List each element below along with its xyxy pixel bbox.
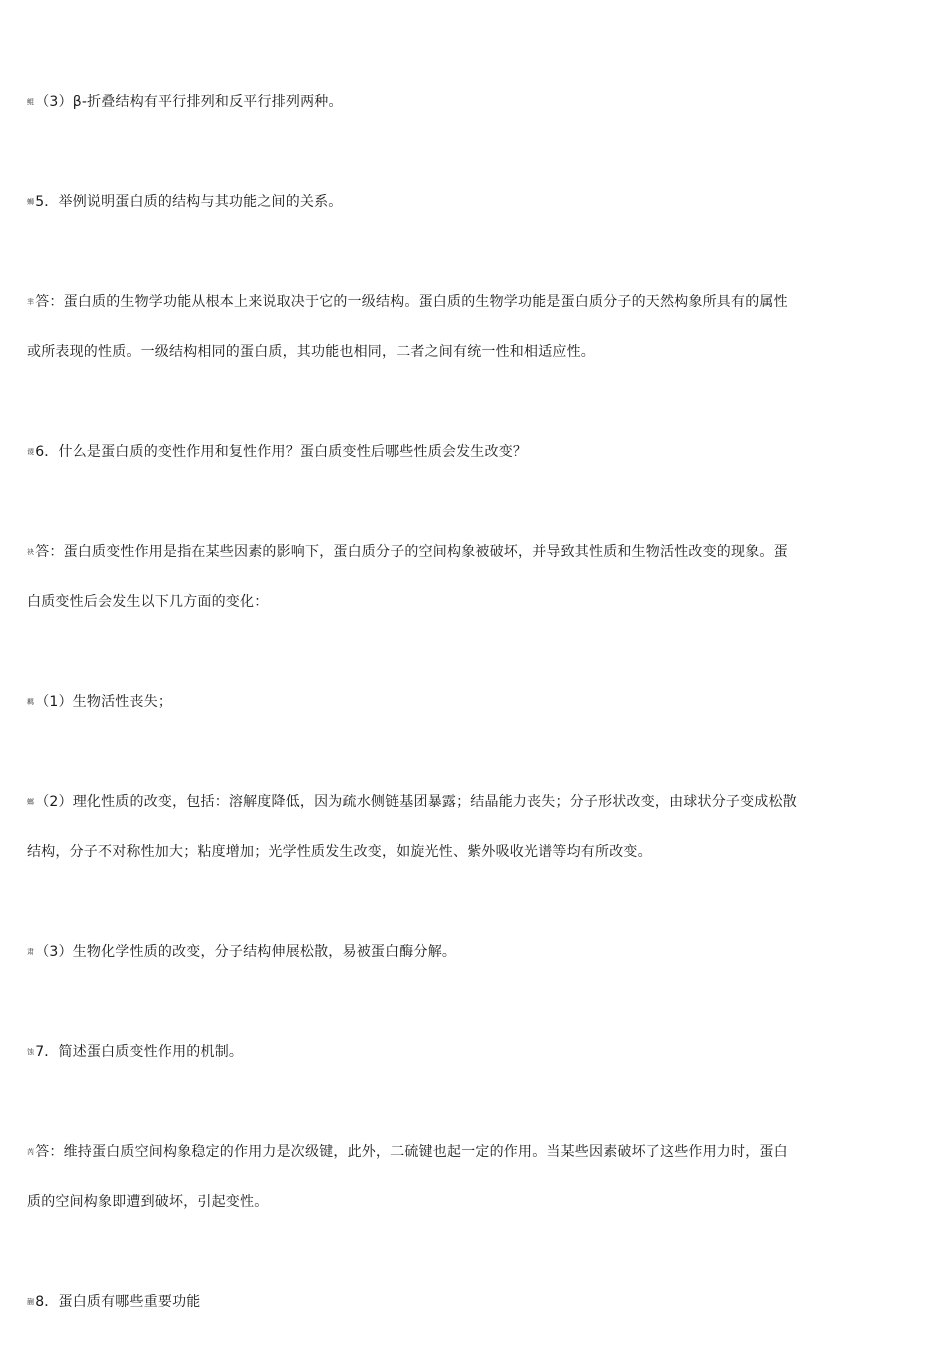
answer-6-line-1: [27, 542, 857, 562]
answer-6-item-3: [27, 942, 857, 962]
line-text: 6．什么是蛋白质的变性作用和复性作用？蛋白质变性后哪些性质会发生改变？: [35, 444, 528, 460]
line-mark: 螂: [27, 798, 35, 806]
line-mark: 鲲: [27, 98, 35, 106]
text-line-beta-sheet: [27, 92, 857, 112]
answer-6-item-2-line-2: [27, 842, 857, 862]
answer-6-line-2: [27, 592, 857, 612]
line-mark: 袂: [27, 548, 35, 556]
line-mark: 蚀: [27, 1048, 35, 1056]
line-text: 5．举例说明蛋白质的结构与其功能之间的关系。: [35, 194, 343, 210]
line-text: 8．蛋白质有哪些重要功能: [35, 1294, 201, 1310]
line-text: 7．简述蛋白质变性作用的机制。: [35, 1044, 244, 1060]
line-text: 或所表现的性质。一级结构相同的蛋白质，其功能也相同，二者之间有统一性和相适应性。: [27, 344, 595, 360]
question-7: [27, 1042, 857, 1062]
answer-7-line-1: [27, 1142, 857, 1162]
line-mark: 肃: [27, 948, 35, 956]
answer-6-item-2-line-1: [27, 792, 857, 812]
line-text: 答：蛋白质变性作用是指在某些因素的影响下，蛋白质分子的空间构象被破坏，并导致其性质和生物活性改变的现象。蛋: [35, 544, 788, 560]
line-text: 质的空间构象即遭到破坏，引起变性。: [27, 1194, 269, 1210]
line-text: （1）生物活性丧失；: [35, 694, 173, 710]
question-8: [27, 1292, 857, 1312]
answer-5-line-2: [27, 342, 857, 362]
line-text: 答：维持蛋白质空间构象稳定的作用力是次级键，此外，二硫键也起一定的作用。当某些因素破坏了这些作用力时，蛋白: [35, 1144, 788, 1160]
line-mark: 谡: [27, 448, 35, 456]
answer-6-item-1: [27, 692, 857, 712]
line-mark: 羁: [27, 698, 35, 706]
answer-5-line-1: [27, 292, 857, 312]
line-mark: 蛳: [27, 198, 35, 206]
line-text: （2）理化性质的改变，包括：溶解度降低，因为疏水侧链基团暴露；结晶能力丧失；分子形状改变，由球状分子变成松散: [35, 794, 797, 810]
line-mark: 芮: [27, 1148, 35, 1156]
line-text: （3）β-折叠结构有平行排列和反平行排列两种。: [35, 94, 343, 110]
question-6: [27, 442, 857, 462]
line-text: 结构，分子不对称性加大；粘度增加；光学性质发生改变，如旋光性、紫外吸收光谱等均有所改变。: [27, 844, 652, 860]
line-text: 答：蛋白质的生物学功能从根本上来说取决于它的一级结构。蛋白质的生物学功能是蛋白质分子的天然构象所具有的属性: [35, 294, 788, 310]
line-text: （3）生物化学性质的改变，分子结构伸展松散，易被蛋白酶分解。: [35, 944, 457, 960]
answer-7-line-2: [27, 1192, 857, 1212]
line-mark: 蒯: [27, 1298, 35, 1306]
question-5: [27, 192, 857, 212]
line-mark: 芈: [27, 298, 35, 306]
line-text: 白质变性后会发生以下几方面的变化：: [27, 594, 269, 610]
